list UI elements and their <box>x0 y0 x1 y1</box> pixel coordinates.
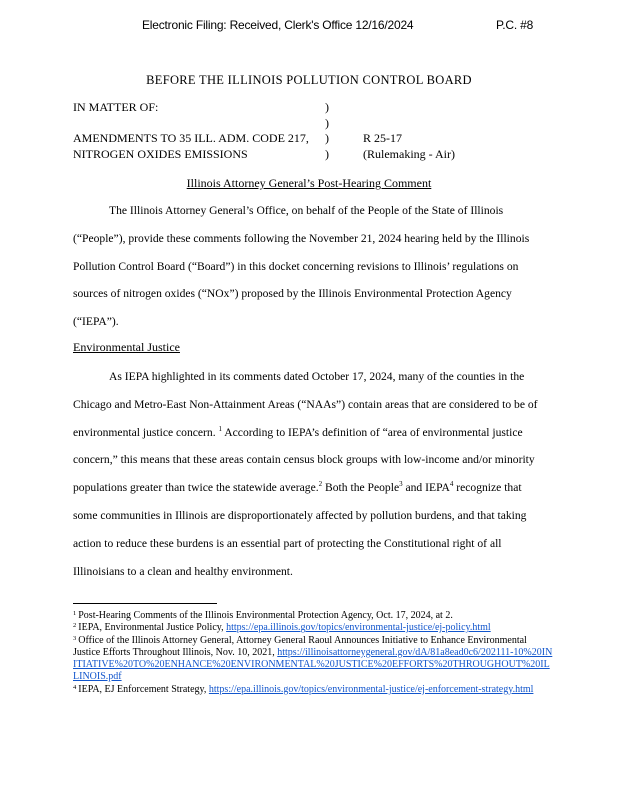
footnote-number: 3 <box>73 634 77 642</box>
public-comment-number: P.C. #8 <box>496 18 534 32</box>
footnote-3 <box>73 635 553 684</box>
case-type: (Rulemaking - Air) <box>363 146 455 161</box>
footnote-link[interactable]: https://epa.illinois.gov/topics/environmental-justice/ej-policy.html <box>226 622 491 634</box>
environmental-justice-paragraph <box>73 363 545 585</box>
footnote-number: 4 <box>73 683 77 691</box>
footnote-divider <box>73 603 217 604</box>
footnote-ref-1[interactable]: 1 <box>218 424 223 433</box>
ej-text-4: and IEPA <box>402 481 450 495</box>
caption-line-1: AMENDMENTS TO 35 ILL. ADM. CODE 217, <box>73 131 309 145</box>
in-matter-label: IN MATTER OF: <box>73 100 159 114</box>
ej-text-1: As IEPA highlighted in its comments dated October 17, 2024, many of the counties in the Chicago and Metro-East Non-Attainment Areas (“NAAs”) contain areas that are considered to be of environmental justice concern. <box>73 370 538 439</box>
footnote-link[interactable]: https://illinoisattorneygeneral.gov/dA/81a8ead0c6/202111-10%20INITIATIVE%20TO%20ENHANCE%20ENVIRONMENTAL%20JUSTICE%20EFFORTS%20THROUGHOUT%20ILLINOIS.pdf <box>73 646 553 683</box>
ej-text-3: Both the People <box>322 481 400 495</box>
footnote-4 <box>73 684 553 696</box>
filing-stamp: Electronic Filing: Received, Clerk's Office 12/16/2024 <box>142 18 414 32</box>
footnote-2 <box>73 622 553 634</box>
section-heading: Environmental Justice <box>73 340 180 354</box>
footnote-text: Post-Hearing Comments of the Illinois Environmental Protection Agency, Oct. 17, 2024, at 2. <box>78 610 453 621</box>
ej-text-5: recognize that some communities in Illinois are disproportionately affected by pollution burdens, and that taking action to reduce these burdens is an essential part of protecting the Constitutional right of all Illinoisians to a clean and healthy environment. <box>73 481 527 578</box>
ej-text-2: According to IEPA’s definition of “area of environmental justice concern,” this means that these areas contain census block groups with low-income and/or minority populations greater than twice the statewide average. <box>73 425 535 495</box>
intro-paragraph: The Illinois Attorney General’s Office, on behalf of the People of the State of Illinois (“People”), provide these comments following the November 21, 2024 hearing held by the Illinois Pollution Control Board (“Board”) in this docket concerning revisions to Illinois’ regulations on sources of nitrogen oxides (“NOx”) proposed by the Illinois Environmental Protection Agency (“IEPA”). <box>73 204 530 329</box>
caption-paren: ) <box>325 131 329 145</box>
case-number: R 25-17 <box>363 131 402 145</box>
footnote-text: IEPA, Environmental Justice Policy, <box>78 622 227 634</box>
case-caption <box>73 100 455 162</box>
footnote-link[interactable]: https://epa.illinois.gov/topics/environmental-justice/ej-enforcement-strategy.html <box>208 683 534 695</box>
footnote-ref-2[interactable]: 2 <box>318 480 323 489</box>
footnote-text: IEPA, EJ Enforcement Strategy, <box>78 683 209 695</box>
caption-line-2: NITROGEN OXIDES EMISSIONS <box>73 146 248 161</box>
caption-paren: ) <box>325 100 329 114</box>
footnote-number: 1 <box>73 610 77 617</box>
document-heading: Illinois Attorney General’s Post-Hearing Comment <box>186 176 432 190</box>
footnote-ref-3[interactable]: 3 <box>399 480 403 489</box>
footnote-1 <box>73 610 553 622</box>
footnote-text: Office of the Illinois Attorney General, Attorney General Raoul Announces Initiative to Enhance Environmental Justice Efforts Throughout Illinois, Nov. 10, 2021, <box>73 634 527 658</box>
footnotes <box>73 610 553 696</box>
caption-paren: ) <box>325 115 329 130</box>
footnote-ref-4[interactable]: 4 <box>449 480 454 489</box>
footnote-number: 2 <box>73 622 77 630</box>
caption-paren: ) <box>325 146 329 161</box>
board-title: BEFORE THE ILLINOIS POLLUTION CONTROL BOARD <box>146 73 472 87</box>
